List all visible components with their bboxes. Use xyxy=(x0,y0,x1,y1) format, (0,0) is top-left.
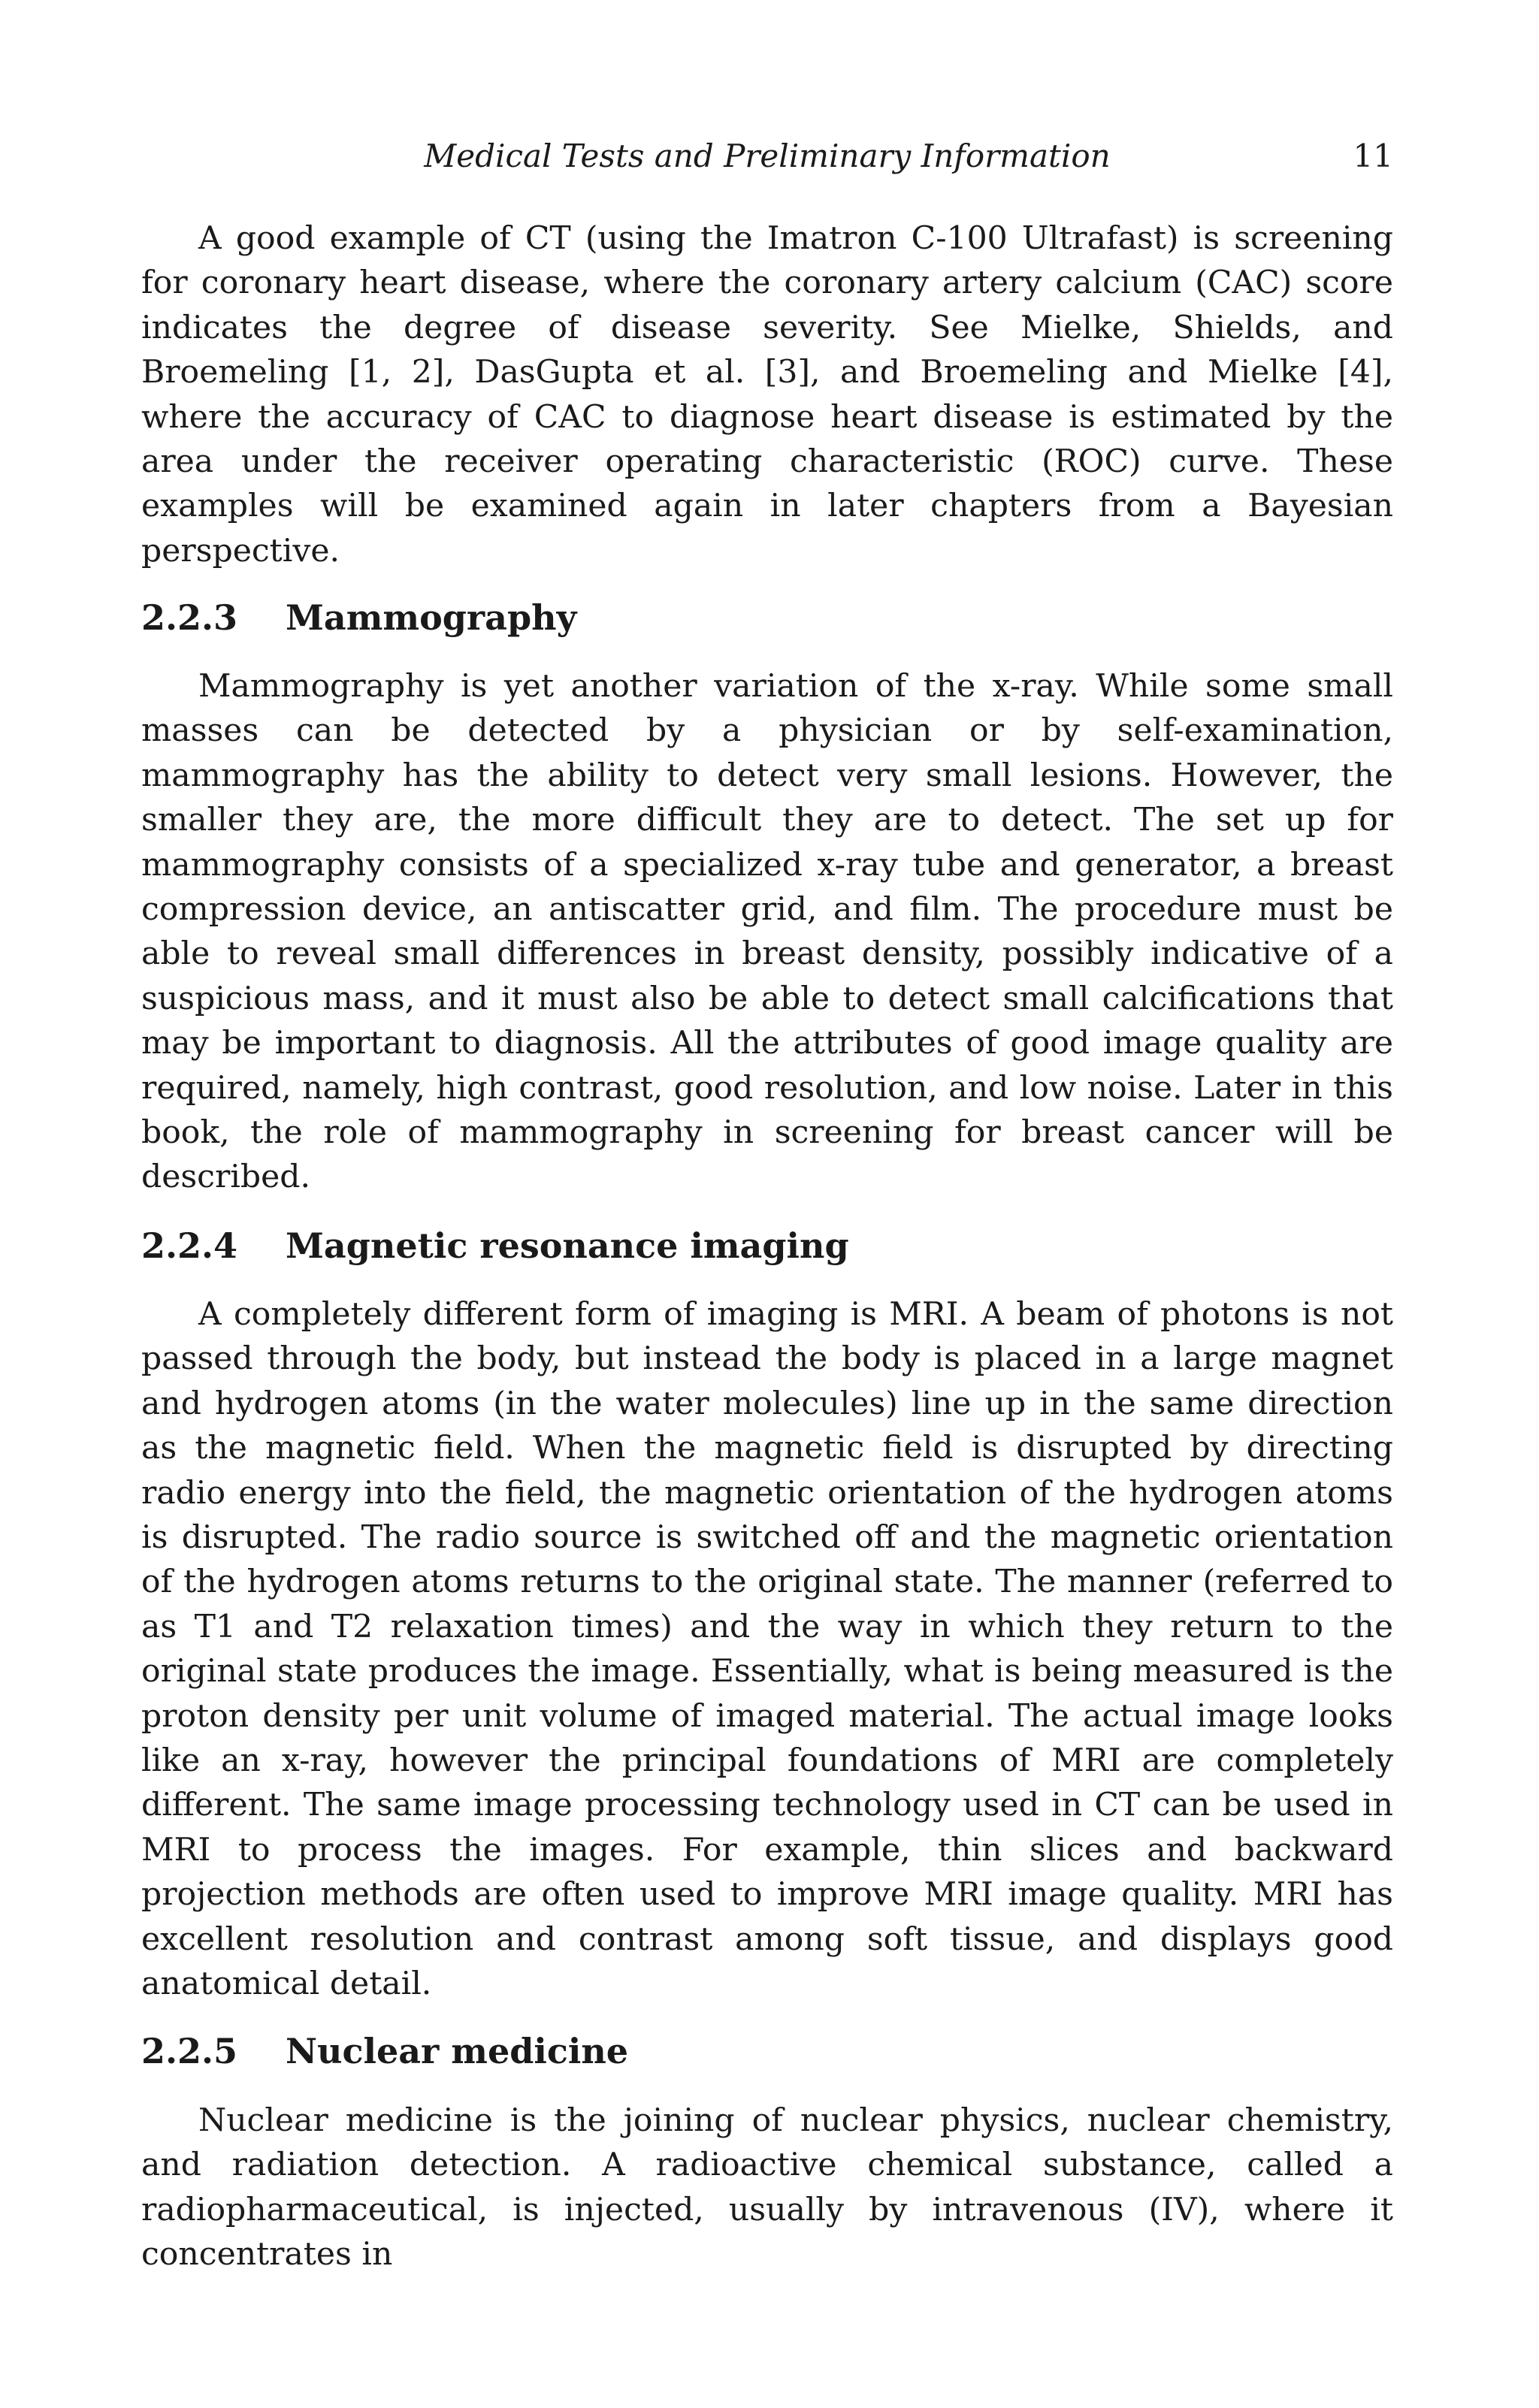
ct-paragraph-block xyxy=(141,216,1393,573)
ct-paragraph: A good example of CT (using the Imatron C-100 Ultrafast) is screening for coronary heart disease, where the coronary artery calcium (CAC) score indicates the degree of disease severity. See Mielke, Shields, and Broemeling [1, 2], DasGupta et al. [3], and Broemeling and Mielke [4], where the accuracy of CAC to diagnose heart disease is estimated by the area under the receiver operating characteristic (ROC) curve. These examples will be examined again in later chapters from a Bayesian perspective. xyxy=(141,220,1393,570)
section-title: Magnetic resonance imaging xyxy=(286,1225,849,1266)
section-number: 2.2.5 xyxy=(141,2031,238,2071)
mri-paragraph-block xyxy=(141,1292,1393,2007)
mammography-paragraph-block xyxy=(141,664,1393,1200)
mammography-paragraph: Mammography is yet another variation of the x-ray. While some small masses can be detected by a physician or by self-examination, mammography has the ability to detect very small lesions. However, the smaller they are, the more difficult they are to detect. The set up for mammography consists of a specialized x-ray tube and generator, a breast compression device, an antiscatter grid, and film. The procedure must be able to reveal small differences in breast density, possibly indicative of a suspicious mass, and it must also be able to detect small calcifications that may be important to diagnosis. All the attributes of good image quality are required, namely, high contrast, good resolution, and low noise. Later in this book, the role of mammography in screening for breast cancer will be described. xyxy=(141,668,1393,1196)
nuclear-medicine-paragraph: Nuclear medicine is the joining of nuclear physics, nuclear chemistry, and radiation detection. A radioactive chemical substance, called a radiopharmaceutical, is injected, usually by intravenous (IV), where it concentrates in xyxy=(141,2102,1393,2274)
section-heading-nuclear-medicine xyxy=(141,2029,1393,2074)
nuclear-medicine-paragraph-block xyxy=(141,2098,1393,2277)
running-header xyxy=(141,134,1393,179)
section-number: 2.2.3 xyxy=(141,597,238,638)
mri-paragraph: A completely different form of imaging is MRI. A beam of photons is not passed through the body, but instead the body is placed in a large magnet and hydrogen atoms (in the water molecules) line up in the same direction as the magnetic field. When the magnetic field is disrupted by directing radio energy into the field, the magnetic orientation of the hydrogen atoms is disrupted. The radio source is switched off and the magnetic orientation of the hydrogen atoms returns to the original state. The manner (referred to as T1 and T2 relaxation times) and the way in which they return to the original state produces the image. Essentially, what is being measured is the proton density per unit volume of imaged material. The actual image looks like an x-ray, however the principal foundations of MRI are completely different. The same image processing technology used in CT can be used in MRI to process the images. For example, thin slices and backward projection methods are often used to improve MRI image quality. MRI has excellent resolution and contrast among soft tissue, and displays good anatomical detail. xyxy=(141,1296,1393,2003)
running-title: Medical Tests and Preliminary Information xyxy=(424,137,1111,174)
section-number: 2.2.4 xyxy=(141,1225,238,1266)
page-number: 11 xyxy=(1353,137,1393,174)
section-title: Nuclear medicine xyxy=(286,2031,629,2071)
section-title: Mammography xyxy=(286,597,577,638)
section-heading-mri xyxy=(141,1223,1393,1268)
section-heading-mammography xyxy=(141,595,1393,640)
